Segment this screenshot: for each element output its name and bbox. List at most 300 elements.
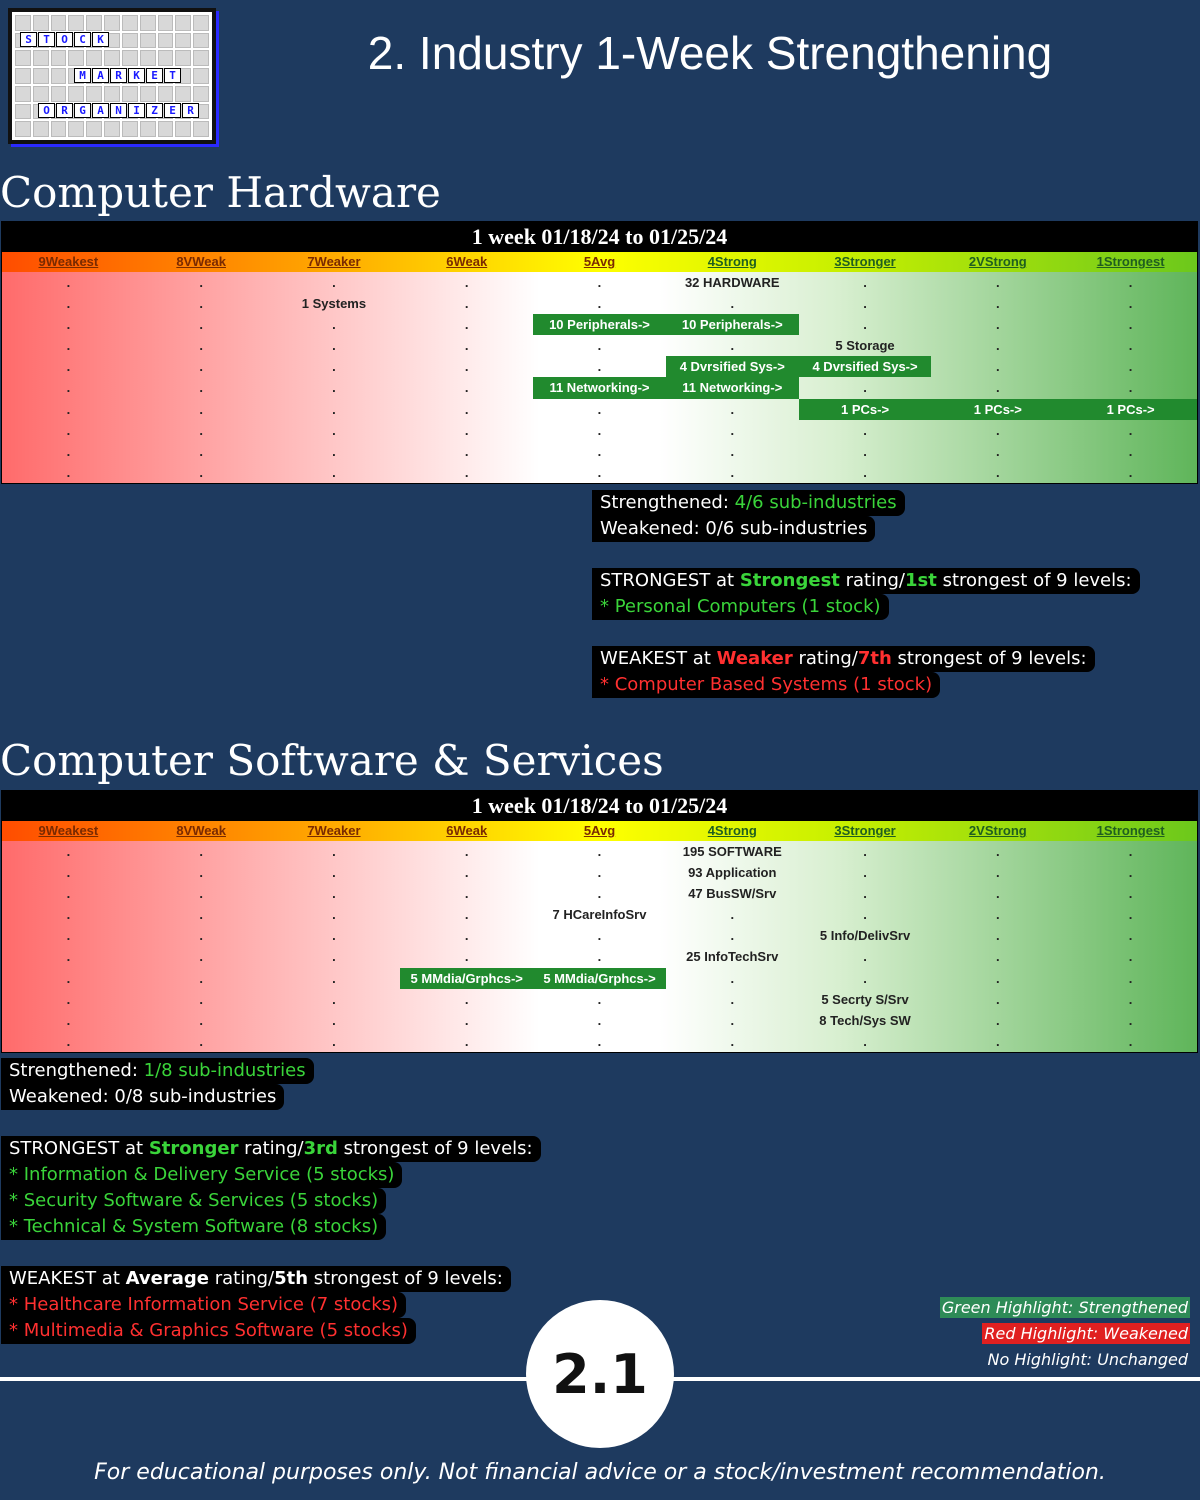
table-row bbox=[2, 272, 1197, 293]
table-cell: . bbox=[597, 401, 602, 417]
table-cell: . bbox=[199, 422, 203, 438]
logo-tile bbox=[33, 68, 49, 84]
logo-tile bbox=[86, 15, 102, 31]
logo-letter: K bbox=[92, 32, 109, 47]
logo-tile bbox=[104, 50, 120, 66]
logo-tile bbox=[175, 121, 191, 137]
table-cell: . bbox=[199, 886, 203, 902]
level-label: 9Weakest bbox=[38, 254, 99, 269]
table-cell: . bbox=[863, 886, 867, 902]
table-cell: . bbox=[66, 949, 71, 965]
table-cell: . bbox=[464, 1012, 469, 1028]
weakest-item: * Multimedia & Graphics Software (5 stocks) bbox=[1, 1318, 416, 1344]
table-cell: . bbox=[597, 844, 602, 859]
table-row bbox=[2, 377, 1197, 398]
logo-tile bbox=[15, 104, 31, 120]
table-cell: . bbox=[66, 886, 71, 902]
table-cell: . bbox=[66, 928, 71, 944]
table-cell: . bbox=[199, 296, 203, 312]
logo-word-organizer bbox=[38, 103, 199, 118]
table-cell: . bbox=[464, 907, 469, 923]
logo-tile bbox=[140, 121, 156, 137]
table-row bbox=[2, 1031, 1197, 1052]
table-cell: . bbox=[66, 380, 71, 396]
table-cell: . bbox=[199, 949, 203, 965]
strengthened-cell: 5 MMdia/Grphcs-> bbox=[400, 968, 533, 989]
table-cell: . bbox=[464, 401, 469, 417]
table-cell: . bbox=[730, 970, 735, 986]
table-cell: . bbox=[863, 443, 867, 459]
level-label: 4Strong bbox=[707, 823, 757, 838]
strengthened-cell: 4 Dvrsified Sys-> bbox=[799, 356, 932, 377]
strengthened-cell: 4 Dvrsified Sys-> bbox=[666, 356, 799, 377]
table-cell: . bbox=[996, 380, 1000, 396]
table-cell: . bbox=[332, 275, 336, 290]
logo-tile bbox=[175, 50, 191, 66]
table-cell: 7 HCareInfoSrv bbox=[552, 907, 647, 923]
table-cell: . bbox=[464, 886, 469, 902]
table-cell: . bbox=[66, 907, 71, 923]
table-cell: . bbox=[1128, 359, 1133, 375]
table-cell: . bbox=[464, 464, 469, 480]
table-cell: . bbox=[464, 359, 469, 375]
table-cell: . bbox=[996, 1033, 1000, 1049]
table-cell: . bbox=[66, 464, 71, 480]
strengthened-cell: 1 PCs-> bbox=[931, 399, 1064, 420]
table-cell: . bbox=[464, 991, 469, 1007]
table-cell: . bbox=[332, 844, 336, 859]
logo-tile bbox=[122, 86, 138, 102]
logo-tile bbox=[122, 15, 138, 31]
table-cell: . bbox=[1128, 970, 1133, 986]
table-cell: . bbox=[464, 443, 469, 459]
table-cell: . bbox=[66, 317, 71, 333]
table-cell: . bbox=[863, 844, 867, 859]
table-row bbox=[2, 441, 1197, 462]
logo-tile bbox=[68, 50, 84, 66]
disclaimer: For educational purposes only. Not financial advice or a stock/investment recommendation. bbox=[94, 1460, 1106, 1485]
table-cell: . bbox=[464, 275, 469, 290]
table-cell: . bbox=[464, 296, 469, 312]
table-cell: . bbox=[332, 401, 336, 417]
table-cell: . bbox=[332, 464, 336, 480]
table-cell: . bbox=[1128, 338, 1133, 354]
logo-letter: R bbox=[182, 103, 199, 118]
table-cell: . bbox=[66, 865, 71, 881]
logo-tile bbox=[33, 86, 49, 102]
logo-letter: G bbox=[74, 103, 91, 118]
logo-tile bbox=[193, 121, 209, 137]
logo-word-market bbox=[74, 68, 181, 83]
logo-letter: A bbox=[92, 68, 109, 83]
table-cell: . bbox=[66, 844, 71, 859]
weakest-item: * Healthcare Information Service (7 stocks) bbox=[1, 1292, 406, 1318]
table-cell: . bbox=[597, 949, 602, 965]
table-cell: . bbox=[863, 422, 867, 438]
logo-tile bbox=[68, 121, 84, 137]
logo-letter: O bbox=[56, 32, 73, 47]
table-cell: . bbox=[996, 907, 1000, 923]
logo-tile bbox=[158, 86, 174, 102]
table-cell: . bbox=[464, 380, 469, 396]
strengthened-cell: 1 PCs-> bbox=[1064, 399, 1197, 420]
table-cell: . bbox=[199, 970, 203, 986]
table-cell: . bbox=[332, 317, 336, 333]
table-cell: . bbox=[66, 970, 71, 986]
strengthened-cell: 10 Peripherals-> bbox=[533, 314, 666, 335]
logo-tile bbox=[122, 50, 138, 66]
strengthened-count: Strengthened: 4/6 sub-industries bbox=[592, 490, 905, 516]
table-cell: . bbox=[597, 865, 602, 881]
table-row bbox=[2, 462, 1197, 483]
table-cell: . bbox=[996, 928, 1000, 944]
table-cell: . bbox=[332, 380, 336, 396]
table-cell: . bbox=[730, 296, 735, 312]
logo-letter: T bbox=[38, 32, 55, 47]
level-label: 4Strong bbox=[707, 254, 757, 269]
table-cell: . bbox=[332, 991, 336, 1007]
level-header bbox=[2, 821, 1197, 841]
level-label: 7Weaker bbox=[307, 823, 361, 838]
level-label: 2VStrong bbox=[968, 823, 1027, 838]
table-cell: . bbox=[597, 886, 602, 902]
weakened-count: Weakened: 0/8 sub-industries bbox=[1, 1084, 284, 1110]
table-cell: . bbox=[597, 296, 602, 312]
logo-tile bbox=[51, 68, 67, 84]
table-row bbox=[2, 420, 1197, 441]
table-cell: . bbox=[66, 359, 71, 375]
table-cell: . bbox=[1128, 464, 1133, 480]
logo-tile bbox=[104, 121, 120, 137]
highlight-legend bbox=[940, 1295, 1190, 1373]
table-cell: 5 Secrty S/Srv bbox=[821, 991, 909, 1007]
strengthened-cell: 1 PCs-> bbox=[799, 399, 932, 420]
level-label: 7Weaker bbox=[307, 254, 361, 269]
table-cell: . bbox=[996, 844, 1000, 859]
table-cell: . bbox=[332, 949, 336, 965]
table-cell: . bbox=[332, 1012, 336, 1028]
table-cell: . bbox=[863, 865, 867, 881]
table-cell: . bbox=[66, 296, 71, 312]
table-cell: . bbox=[1128, 886, 1133, 902]
table-cell: . bbox=[199, 907, 203, 923]
table-cell: . bbox=[996, 296, 1000, 312]
table-cell: . bbox=[730, 422, 735, 438]
logo-tile bbox=[51, 50, 67, 66]
table-row bbox=[2, 1010, 1197, 1031]
logo-tile bbox=[86, 50, 102, 66]
table-row bbox=[2, 314, 1197, 335]
table-cell: . bbox=[597, 359, 602, 375]
table-cell: 47 BusSW/Srv bbox=[688, 886, 777, 902]
level-label: 8VWeak bbox=[176, 823, 226, 838]
logo-tile bbox=[15, 121, 31, 137]
table-row bbox=[2, 293, 1197, 314]
table-cell: . bbox=[863, 296, 867, 312]
logo-letter: E bbox=[146, 68, 163, 83]
table-row bbox=[2, 862, 1197, 883]
logo-tile bbox=[122, 121, 138, 137]
table-cell: . bbox=[464, 844, 469, 859]
table-cell: . bbox=[199, 359, 203, 375]
table-cell: 8 Tech/Sys SW bbox=[819, 1012, 911, 1028]
logo-word-stock bbox=[20, 32, 109, 47]
table-cell: . bbox=[66, 401, 71, 417]
table-cell: . bbox=[996, 970, 1000, 986]
logo-tile bbox=[193, 68, 209, 84]
level-grid bbox=[2, 272, 1197, 483]
strength-table-software bbox=[1, 790, 1198, 1053]
logo-tile bbox=[68, 86, 84, 102]
logo-tile bbox=[140, 15, 156, 31]
legend-green: Green Highlight: Strengthened bbox=[941, 1298, 1188, 1317]
table-cell: . bbox=[464, 422, 469, 438]
table-cell: . bbox=[597, 443, 602, 459]
logo-tile bbox=[51, 121, 67, 137]
logo-tile bbox=[15, 68, 31, 84]
stock-market-organizer-logo bbox=[8, 8, 216, 144]
strongest-item: * Personal Computers (1 stock) bbox=[592, 594, 889, 620]
table-cell: . bbox=[199, 275, 203, 290]
table-cell: . bbox=[863, 317, 867, 333]
logo-tile bbox=[33, 121, 49, 137]
table-cell: . bbox=[996, 359, 1000, 375]
table-row bbox=[2, 968, 1197, 989]
logo-tile bbox=[193, 86, 209, 102]
table-cell: . bbox=[597, 338, 602, 354]
table-row bbox=[2, 946, 1197, 967]
table-cell: . bbox=[1128, 317, 1133, 333]
level-label: 5Avg bbox=[583, 254, 616, 269]
table-cell: . bbox=[199, 844, 203, 859]
table-cell: . bbox=[199, 380, 203, 396]
strongest-item: * Technical & System Software (8 stocks) bbox=[1, 1214, 386, 1240]
logo-letter: C bbox=[74, 32, 91, 47]
table-cell: . bbox=[332, 422, 336, 438]
table-row bbox=[2, 335, 1197, 356]
table-cell: . bbox=[1128, 296, 1133, 312]
table-cell: . bbox=[66, 1033, 71, 1049]
logo-letter: I bbox=[128, 103, 145, 118]
logo-tile bbox=[15, 50, 31, 66]
logo-letter: M bbox=[74, 68, 91, 83]
logo-tile bbox=[193, 33, 209, 49]
table-cell: . bbox=[996, 317, 1000, 333]
table-cell: . bbox=[66, 338, 71, 354]
table-cell: . bbox=[730, 1033, 735, 1049]
table-cell: . bbox=[996, 886, 1000, 902]
logo-letter: O bbox=[38, 103, 55, 118]
logo-tile bbox=[104, 15, 120, 31]
table-cell: . bbox=[1128, 865, 1133, 881]
section-title-hardware: Computer Hardware bbox=[0, 168, 441, 217]
logo-tile bbox=[140, 50, 156, 66]
table-cell: . bbox=[199, 338, 203, 354]
logo-tile bbox=[68, 15, 84, 31]
logo-letter: A bbox=[92, 103, 109, 118]
logo-tile bbox=[175, 33, 191, 49]
table-cell: . bbox=[996, 991, 1000, 1007]
table-cell: . bbox=[332, 359, 336, 375]
table-cell: . bbox=[464, 338, 469, 354]
logo-tile bbox=[51, 86, 67, 102]
strongest-heading: STRONGEST at Strongest rating/1st strongest of 9 levels: bbox=[592, 568, 1140, 594]
table-cell: . bbox=[863, 970, 867, 986]
level-label: 9Weakest bbox=[38, 823, 99, 838]
table-cell: . bbox=[464, 949, 469, 965]
table-cell: . bbox=[730, 1012, 735, 1028]
logo-letter: N bbox=[110, 103, 127, 118]
logo-tile bbox=[140, 33, 156, 49]
table-cell: . bbox=[730, 338, 735, 354]
logo-letter: E bbox=[164, 103, 181, 118]
table-row bbox=[2, 904, 1197, 925]
table-row bbox=[2, 356, 1197, 377]
table-cell: 93 Application bbox=[688, 865, 777, 881]
level-label: 1Strongest bbox=[1096, 823, 1165, 838]
logo-tile bbox=[33, 15, 49, 31]
table-cell: . bbox=[199, 401, 203, 417]
table-cell: . bbox=[1128, 949, 1133, 965]
table-cell: . bbox=[332, 865, 336, 881]
strengthened-cell: 11 Networking-> bbox=[666, 377, 799, 398]
table-cell: . bbox=[1128, 275, 1133, 290]
table-cell: . bbox=[464, 865, 469, 881]
table-cell: . bbox=[1128, 1033, 1133, 1049]
table-title: 1 week 01/18/24 to 01/25/24 bbox=[2, 222, 1197, 252]
strengthened-cell: 10 Peripherals-> bbox=[666, 314, 799, 335]
strengthened-cell: 5 MMdia/Grphcs-> bbox=[533, 968, 666, 989]
table-cell: 25 InfoTechSrv bbox=[686, 949, 779, 965]
table-cell: . bbox=[464, 928, 469, 944]
table-cell: . bbox=[464, 1033, 469, 1049]
table-cell: . bbox=[597, 464, 602, 480]
level-label: 6Weak bbox=[446, 254, 488, 269]
logo-tile bbox=[15, 86, 31, 102]
legend-red: Red Highlight: Weakened bbox=[984, 1324, 1188, 1343]
level-label: 1Strongest bbox=[1096, 254, 1165, 269]
table-cell: . bbox=[597, 928, 602, 944]
level-label: 2VStrong bbox=[968, 254, 1027, 269]
table-cell: . bbox=[730, 928, 735, 944]
logo-letter: R bbox=[56, 103, 73, 118]
table-cell: . bbox=[332, 1033, 336, 1049]
table-row bbox=[2, 883, 1197, 904]
strength-table-hardware bbox=[1, 221, 1198, 484]
table-cell: . bbox=[199, 317, 203, 333]
table-cell: . bbox=[199, 443, 203, 459]
page-number-badge: 2.1 bbox=[526, 1300, 674, 1448]
logo-letter: T bbox=[164, 68, 181, 83]
table-cell: . bbox=[730, 907, 735, 923]
logo-letter: K bbox=[128, 68, 145, 83]
table-cell: . bbox=[996, 949, 1000, 965]
logo-tile bbox=[175, 15, 191, 31]
level-label: 3Stronger bbox=[834, 254, 896, 269]
table-cell: . bbox=[730, 401, 735, 417]
table-cell: . bbox=[332, 970, 336, 986]
table-cell: . bbox=[597, 1033, 602, 1049]
table-cell: . bbox=[66, 422, 71, 438]
table-cell: . bbox=[464, 317, 469, 333]
table-cell: 5 Storage bbox=[835, 338, 895, 354]
logo-tile bbox=[122, 33, 138, 49]
table-cell: . bbox=[66, 443, 71, 459]
table-cell: . bbox=[730, 991, 735, 1007]
table-cell: . bbox=[1128, 844, 1133, 859]
table-title: 1 week 01/18/24 to 01/25/24 bbox=[2, 791, 1197, 821]
logo-tile bbox=[86, 121, 102, 137]
strongest-heading: STRONGEST at Stronger rating/3rd strongest of 9 levels: bbox=[1, 1136, 541, 1162]
table-cell: . bbox=[996, 464, 1000, 480]
table-cell: . bbox=[597, 422, 602, 438]
table-row bbox=[2, 841, 1197, 862]
table-cell: . bbox=[863, 1033, 867, 1049]
table-cell: . bbox=[863, 949, 867, 965]
table-cell: . bbox=[1128, 928, 1133, 944]
logo-tile bbox=[193, 50, 209, 66]
table-cell: . bbox=[1128, 991, 1133, 1007]
logo-tile bbox=[51, 15, 67, 31]
table-cell: 195 SOFTWARE bbox=[682, 844, 782, 859]
table-cell: . bbox=[1128, 380, 1133, 396]
logo-tile bbox=[140, 86, 156, 102]
page-title: 2. Industry 1-Week Strengthening bbox=[367, 27, 1053, 79]
table-cell: . bbox=[332, 338, 336, 354]
logo-letter: R bbox=[110, 68, 127, 83]
table-cell: . bbox=[996, 865, 1000, 881]
logo-tile bbox=[193, 15, 209, 31]
logo-tile bbox=[175, 86, 191, 102]
logo-tile bbox=[158, 33, 174, 49]
table-cell: 32 HARDWARE bbox=[684, 275, 780, 290]
table-cell: . bbox=[863, 275, 867, 290]
table-cell: . bbox=[66, 991, 71, 1007]
table-cell: . bbox=[332, 907, 336, 923]
strongest-item: * Security Software & Services (5 stocks) bbox=[1, 1188, 386, 1214]
table-cell: . bbox=[597, 1012, 602, 1028]
weakest-heading: WEAKEST at Weaker rating/7th strongest of 9 levels: bbox=[592, 646, 1095, 672]
table-cell: . bbox=[1128, 907, 1133, 923]
table-cell: . bbox=[199, 1012, 203, 1028]
table-cell: . bbox=[66, 275, 71, 290]
section-title-software: Computer Software & Services bbox=[0, 736, 664, 785]
table-cell: . bbox=[66, 1012, 71, 1028]
level-header bbox=[2, 252, 1197, 272]
strengthened-count: Strengthened: 1/8 sub-industries bbox=[1, 1058, 314, 1084]
logo-tile bbox=[104, 86, 120, 102]
legend-none: No Highlight: Unchanged bbox=[987, 1350, 1188, 1369]
weakest-heading: WEAKEST at Average rating/5th strongest of 9 levels: bbox=[1, 1266, 511, 1292]
weakest-item: * Computer Based Systems (1 stock) bbox=[592, 672, 940, 698]
logo-letter: S bbox=[20, 32, 37, 47]
table-cell: . bbox=[199, 464, 203, 480]
table-cell: . bbox=[332, 886, 336, 902]
table-cell: . bbox=[199, 991, 203, 1007]
logo-tile bbox=[158, 50, 174, 66]
table-cell: . bbox=[730, 443, 735, 459]
table-cell: . bbox=[332, 928, 336, 944]
table-cell: . bbox=[863, 464, 867, 480]
table-row bbox=[2, 925, 1197, 946]
table-cell: 5 Info/DelivSrv bbox=[819, 928, 911, 944]
table-cell: . bbox=[996, 1012, 1000, 1028]
logo-tile bbox=[86, 86, 102, 102]
table-cell: . bbox=[1128, 1012, 1133, 1028]
logo-tile bbox=[158, 15, 174, 31]
table-cell: . bbox=[996, 422, 1000, 438]
table-cell: . bbox=[996, 443, 1000, 459]
